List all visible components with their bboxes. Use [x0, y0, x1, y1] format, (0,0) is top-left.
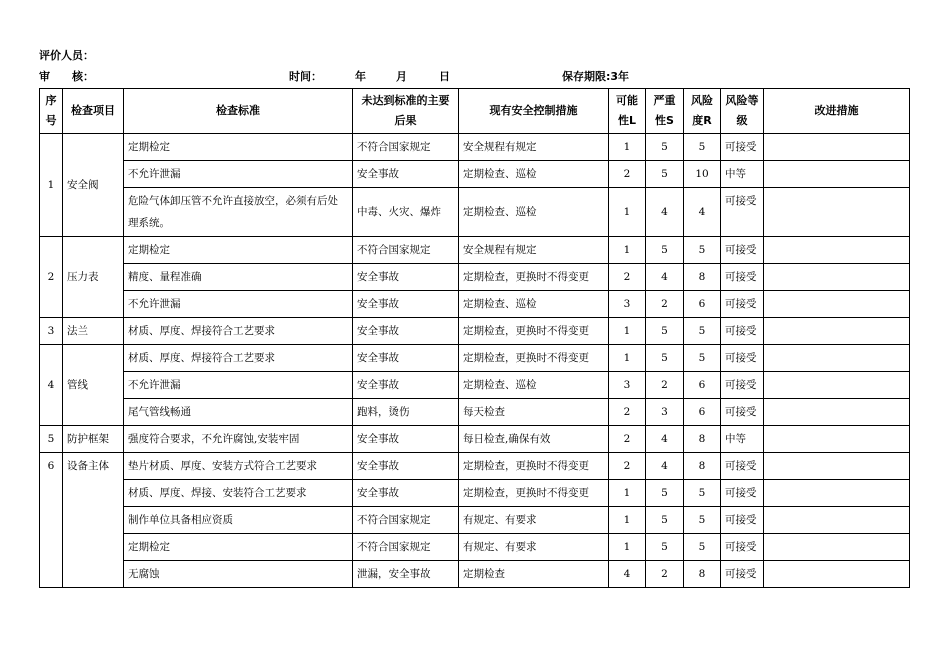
check-item-cell: 管线	[63, 345, 124, 426]
control-cell: 有规定、有要求	[459, 507, 609, 534]
standard-cell: 制作单位具备相应资质	[124, 507, 353, 534]
risk-cell: 5	[684, 134, 721, 161]
likelihood-cell: 1	[609, 534, 646, 561]
risk-cell: 5	[684, 345, 721, 372]
severity-cell: 5	[646, 480, 684, 507]
table-row	[40, 237, 910, 264]
evaluator-label: 评价人员：	[39, 49, 94, 62]
consequence-cell: 安全事故	[353, 318, 459, 345]
severity-cell: 4	[646, 188, 684, 237]
level-cell: 可接受	[721, 318, 764, 345]
day-label: 日	[439, 70, 450, 83]
control-cell: 定期检查、巡检	[459, 372, 609, 399]
risk-cell: 8	[684, 426, 721, 453]
consequence-cell: 跑料，烫伤	[353, 399, 459, 426]
table-row	[40, 318, 910, 345]
severity-cell: 5	[646, 318, 684, 345]
row-number-cell: 2	[40, 237, 63, 318]
control-cell: 安全规程有规定	[459, 237, 609, 264]
consequence-cell: 安全事故	[353, 372, 459, 399]
table-row	[40, 561, 910, 588]
improve-cell	[764, 188, 910, 237]
risk-cell: 5	[684, 480, 721, 507]
risk-cell: 4	[684, 188, 721, 237]
level-cell: 可接受	[721, 507, 764, 534]
col-improve-header: 改进措施	[764, 89, 910, 134]
severity-cell: 4	[646, 264, 684, 291]
col-control-header: 现有安全控制措施	[459, 89, 609, 134]
time-label: 时间：	[289, 70, 322, 83]
row-number-cell: 3	[40, 318, 63, 345]
table-row	[40, 264, 910, 291]
consequence-cell: 安全事故	[353, 291, 459, 318]
consequence-cell: 安全事故	[353, 345, 459, 372]
check-item-cell: 设备主体	[63, 453, 124, 588]
col-severity-header: 严重性S	[646, 89, 684, 134]
level-cell: 可接受	[721, 561, 764, 588]
consequence-cell: 安全事故	[353, 426, 459, 453]
row-number-cell: 1	[40, 134, 63, 237]
risk-cell: 5	[684, 507, 721, 534]
severity-cell: 3	[646, 399, 684, 426]
severity-cell: 4	[646, 453, 684, 480]
risk-cell: 8	[684, 561, 721, 588]
consequence-cell: 不符合国家规定	[353, 237, 459, 264]
standard-cell: 材质、厚度、焊接、安装符合工艺要求	[124, 480, 353, 507]
check-item-cell: 法兰	[63, 318, 124, 345]
col-risk-header: 风险度R	[684, 89, 721, 134]
level-cell: 中等	[721, 161, 764, 188]
standard-cell: 精度、量程准确	[124, 264, 353, 291]
col-standard-header: 检查标准	[124, 89, 353, 134]
risk-cell: 10	[684, 161, 721, 188]
standard-cell: 材质、厚度、焊接符合工艺要求	[124, 345, 353, 372]
severity-cell: 4	[646, 426, 684, 453]
likelihood-cell: 1	[609, 318, 646, 345]
control-cell: 定期检查、巡检	[459, 291, 609, 318]
level-cell: 可接受	[721, 188, 764, 237]
likelihood-cell: 3	[609, 372, 646, 399]
row-number-cell: 4	[40, 345, 63, 426]
table-row	[40, 507, 910, 534]
likelihood-cell: 3	[609, 291, 646, 318]
standard-cell: 尾气管线畅通	[124, 399, 353, 426]
improve-cell	[764, 134, 910, 161]
improve-cell	[764, 480, 910, 507]
control-cell: 安全规程有规定	[459, 134, 609, 161]
likelihood-cell: 1	[609, 480, 646, 507]
standard-cell: 强度符合要求，不允许腐蚀,安装牢固	[124, 426, 353, 453]
col-level-header: 风险等级	[721, 89, 764, 134]
improve-cell	[764, 318, 910, 345]
table-row	[40, 188, 910, 237]
severity-cell: 5	[646, 345, 684, 372]
likelihood-cell: 2	[609, 453, 646, 480]
severity-cell: 2	[646, 372, 684, 399]
consequence-cell: 中毒、火灾、爆炸	[353, 188, 459, 237]
consequence-cell: 安全事故	[353, 480, 459, 507]
severity-cell: 2	[646, 561, 684, 588]
risk-cell: 6	[684, 372, 721, 399]
standard-cell: 危险气体卸压管不允许直接放空，必须有后处理系统。	[124, 188, 353, 237]
standard-cell: 定期检定	[124, 134, 353, 161]
level-cell: 可接受	[721, 345, 764, 372]
improve-cell	[764, 399, 910, 426]
table-row	[40, 426, 910, 453]
severity-cell: 5	[646, 507, 684, 534]
consequence-cell: 安全事故	[353, 453, 459, 480]
table-row	[40, 134, 910, 161]
reviewer-label: 审 核：	[39, 70, 94, 83]
level-cell: 可接受	[721, 264, 764, 291]
improve-cell	[764, 264, 910, 291]
severity-cell: 2	[646, 291, 684, 318]
table-body	[40, 134, 910, 588]
control-cell: 定期检查，更换时不得变更	[459, 318, 609, 345]
likelihood-cell: 4	[609, 561, 646, 588]
likelihood-cell: 1	[609, 345, 646, 372]
likelihood-cell: 1	[609, 507, 646, 534]
level-cell: 可接受	[721, 453, 764, 480]
severity-cell: 5	[646, 237, 684, 264]
table-row	[40, 372, 910, 399]
col-likelihood-header: 可能性L	[609, 89, 646, 134]
check-item-cell: 安全阀	[63, 134, 124, 237]
table-row	[40, 534, 910, 561]
likelihood-cell: 2	[609, 264, 646, 291]
improve-cell	[764, 426, 910, 453]
risk-cell: 6	[684, 291, 721, 318]
table-row	[40, 161, 910, 188]
severity-cell: 5	[646, 534, 684, 561]
standard-cell: 不允许泄漏	[124, 291, 353, 318]
level-cell: 可接受	[721, 291, 764, 318]
improve-cell	[764, 534, 910, 561]
retention-label: 保存期限:3年	[562, 70, 630, 83]
risk-cell: 6	[684, 399, 721, 426]
col-consequence-header: 未达到标准的主要后果	[353, 89, 459, 134]
level-cell: 中等	[721, 426, 764, 453]
check-item-cell: 防护框架	[63, 426, 124, 453]
month-label: 月	[396, 70, 407, 83]
consequence-cell: 不符合国家规定	[353, 507, 459, 534]
likelihood-cell: 2	[609, 399, 646, 426]
improve-cell	[764, 453, 910, 480]
col-item-header: 检查项目	[63, 89, 124, 134]
control-cell: 定期检查，更换时不得变更	[459, 453, 609, 480]
year-label: 年	[355, 70, 366, 83]
standard-cell: 不允许泄漏	[124, 372, 353, 399]
control-cell: 定期检查、巡检	[459, 188, 609, 237]
standard-cell: 定期检定	[124, 534, 353, 561]
risk-cell: 8	[684, 453, 721, 480]
control-cell: 定期检查，更换时不得变更	[459, 480, 609, 507]
level-cell: 可接受	[721, 134, 764, 161]
likelihood-cell: 2	[609, 426, 646, 453]
severity-cell: 5	[646, 134, 684, 161]
control-cell: 定期检查	[459, 561, 609, 588]
consequence-cell: 安全事故	[353, 161, 459, 188]
standard-cell: 不允许泄漏	[124, 161, 353, 188]
table-row	[40, 291, 910, 318]
improve-cell	[764, 372, 910, 399]
control-cell: 有规定、有要求	[459, 534, 609, 561]
risk-cell: 5	[684, 318, 721, 345]
table-row	[40, 345, 910, 372]
likelihood-cell: 1	[609, 237, 646, 264]
level-cell: 可接受	[721, 237, 764, 264]
severity-cell: 5	[646, 161, 684, 188]
improve-cell	[764, 561, 910, 588]
control-cell: 定期检查，更换时不得变更	[459, 345, 609, 372]
risk-cell: 5	[684, 237, 721, 264]
col-no-header: 序号	[40, 89, 63, 134]
standard-cell: 定期检定	[124, 237, 353, 264]
improve-cell	[764, 237, 910, 264]
consequence-cell: 安全事故	[353, 264, 459, 291]
improve-cell	[764, 161, 910, 188]
level-cell: 可接受	[721, 372, 764, 399]
risk-cell: 5	[684, 534, 721, 561]
standard-cell: 垫片材质、厚度、安装方式符合工艺要求	[124, 453, 353, 480]
improve-cell	[764, 345, 910, 372]
consequence-cell: 不符合国家规定	[353, 534, 459, 561]
control-cell: 定期检查，更换时不得变更	[459, 264, 609, 291]
risk-cell: 8	[684, 264, 721, 291]
control-cell: 每天检查	[459, 399, 609, 426]
table-row	[40, 453, 910, 480]
table-row	[40, 480, 910, 507]
standard-cell: 材质、厚度、焊接符合工艺要求	[124, 318, 353, 345]
level-cell: 可接受	[721, 399, 764, 426]
table-row	[40, 399, 910, 426]
risk-assessment-table	[39, 88, 910, 588]
improve-cell	[764, 291, 910, 318]
improve-cell	[764, 507, 910, 534]
level-cell: 可接受	[721, 480, 764, 507]
consequence-cell: 泄漏，安全事故	[353, 561, 459, 588]
row-number-cell: 5	[40, 426, 63, 453]
check-item-cell: 压力表	[63, 237, 124, 318]
likelihood-cell: 1	[609, 188, 646, 237]
consequence-cell: 不符合国家规定	[353, 134, 459, 161]
likelihood-cell: 1	[609, 134, 646, 161]
likelihood-cell: 2	[609, 161, 646, 188]
standard-cell: 无腐蚀	[124, 561, 353, 588]
control-cell: 每日检查,确保有效	[459, 426, 609, 453]
control-cell: 定期检查、巡检	[459, 161, 609, 188]
level-cell: 可接受	[721, 534, 764, 561]
header-row	[40, 89, 910, 134]
row-number-cell: 6	[40, 453, 63, 588]
